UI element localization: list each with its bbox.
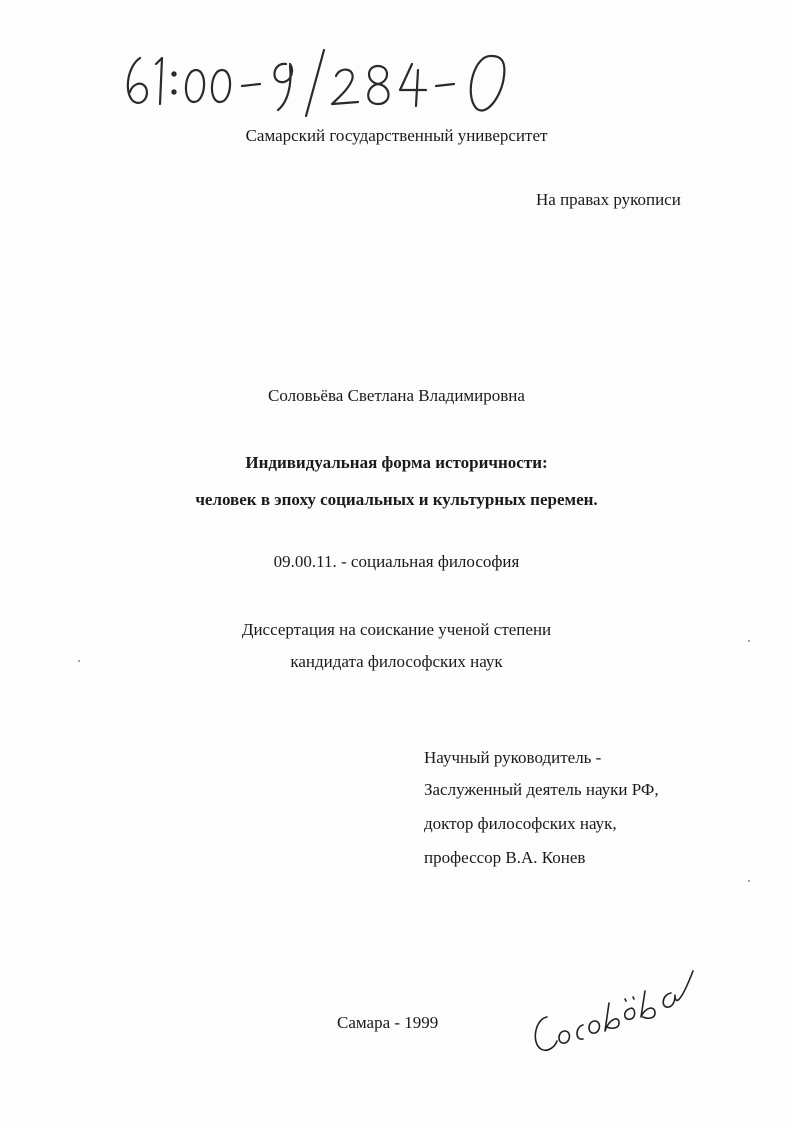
author-name: Соловьёва Светлана Владимировна [268, 386, 525, 405]
place-year: Самара - 1999 [337, 1013, 439, 1032]
degree-line-1: Диссертация на соискание ученой степени [241, 620, 552, 639]
author-signature [525, 965, 695, 1060]
specialty-code: 09.00.11. - социальная философия [273, 552, 520, 571]
supervisor-line-1: Научный руководитель - [424, 748, 602, 767]
scan-speck [78, 660, 80, 662]
title-line-2: человек в эпоху социальных и культурных перемен. [195, 490, 598, 509]
manuscript-rights-note: На правах рукописи [536, 190, 681, 209]
degree-line-2: кандидата философских наук [290, 652, 503, 671]
title-line-1: Индивидуальная форма историчности: [245, 453, 548, 472]
supervisor-line-2: Заслуженный деятель науки РФ, [424, 780, 659, 799]
supervisor-line-4: профессор В.А. Конев [424, 848, 586, 867]
supervisor-line-3: доктор философских наук, [424, 814, 617, 833]
archive-number-handwritten [110, 40, 560, 120]
university-name: Самарский государственный университет [245, 126, 548, 145]
scan-speck [748, 880, 750, 882]
scan-speck [748, 640, 750, 642]
